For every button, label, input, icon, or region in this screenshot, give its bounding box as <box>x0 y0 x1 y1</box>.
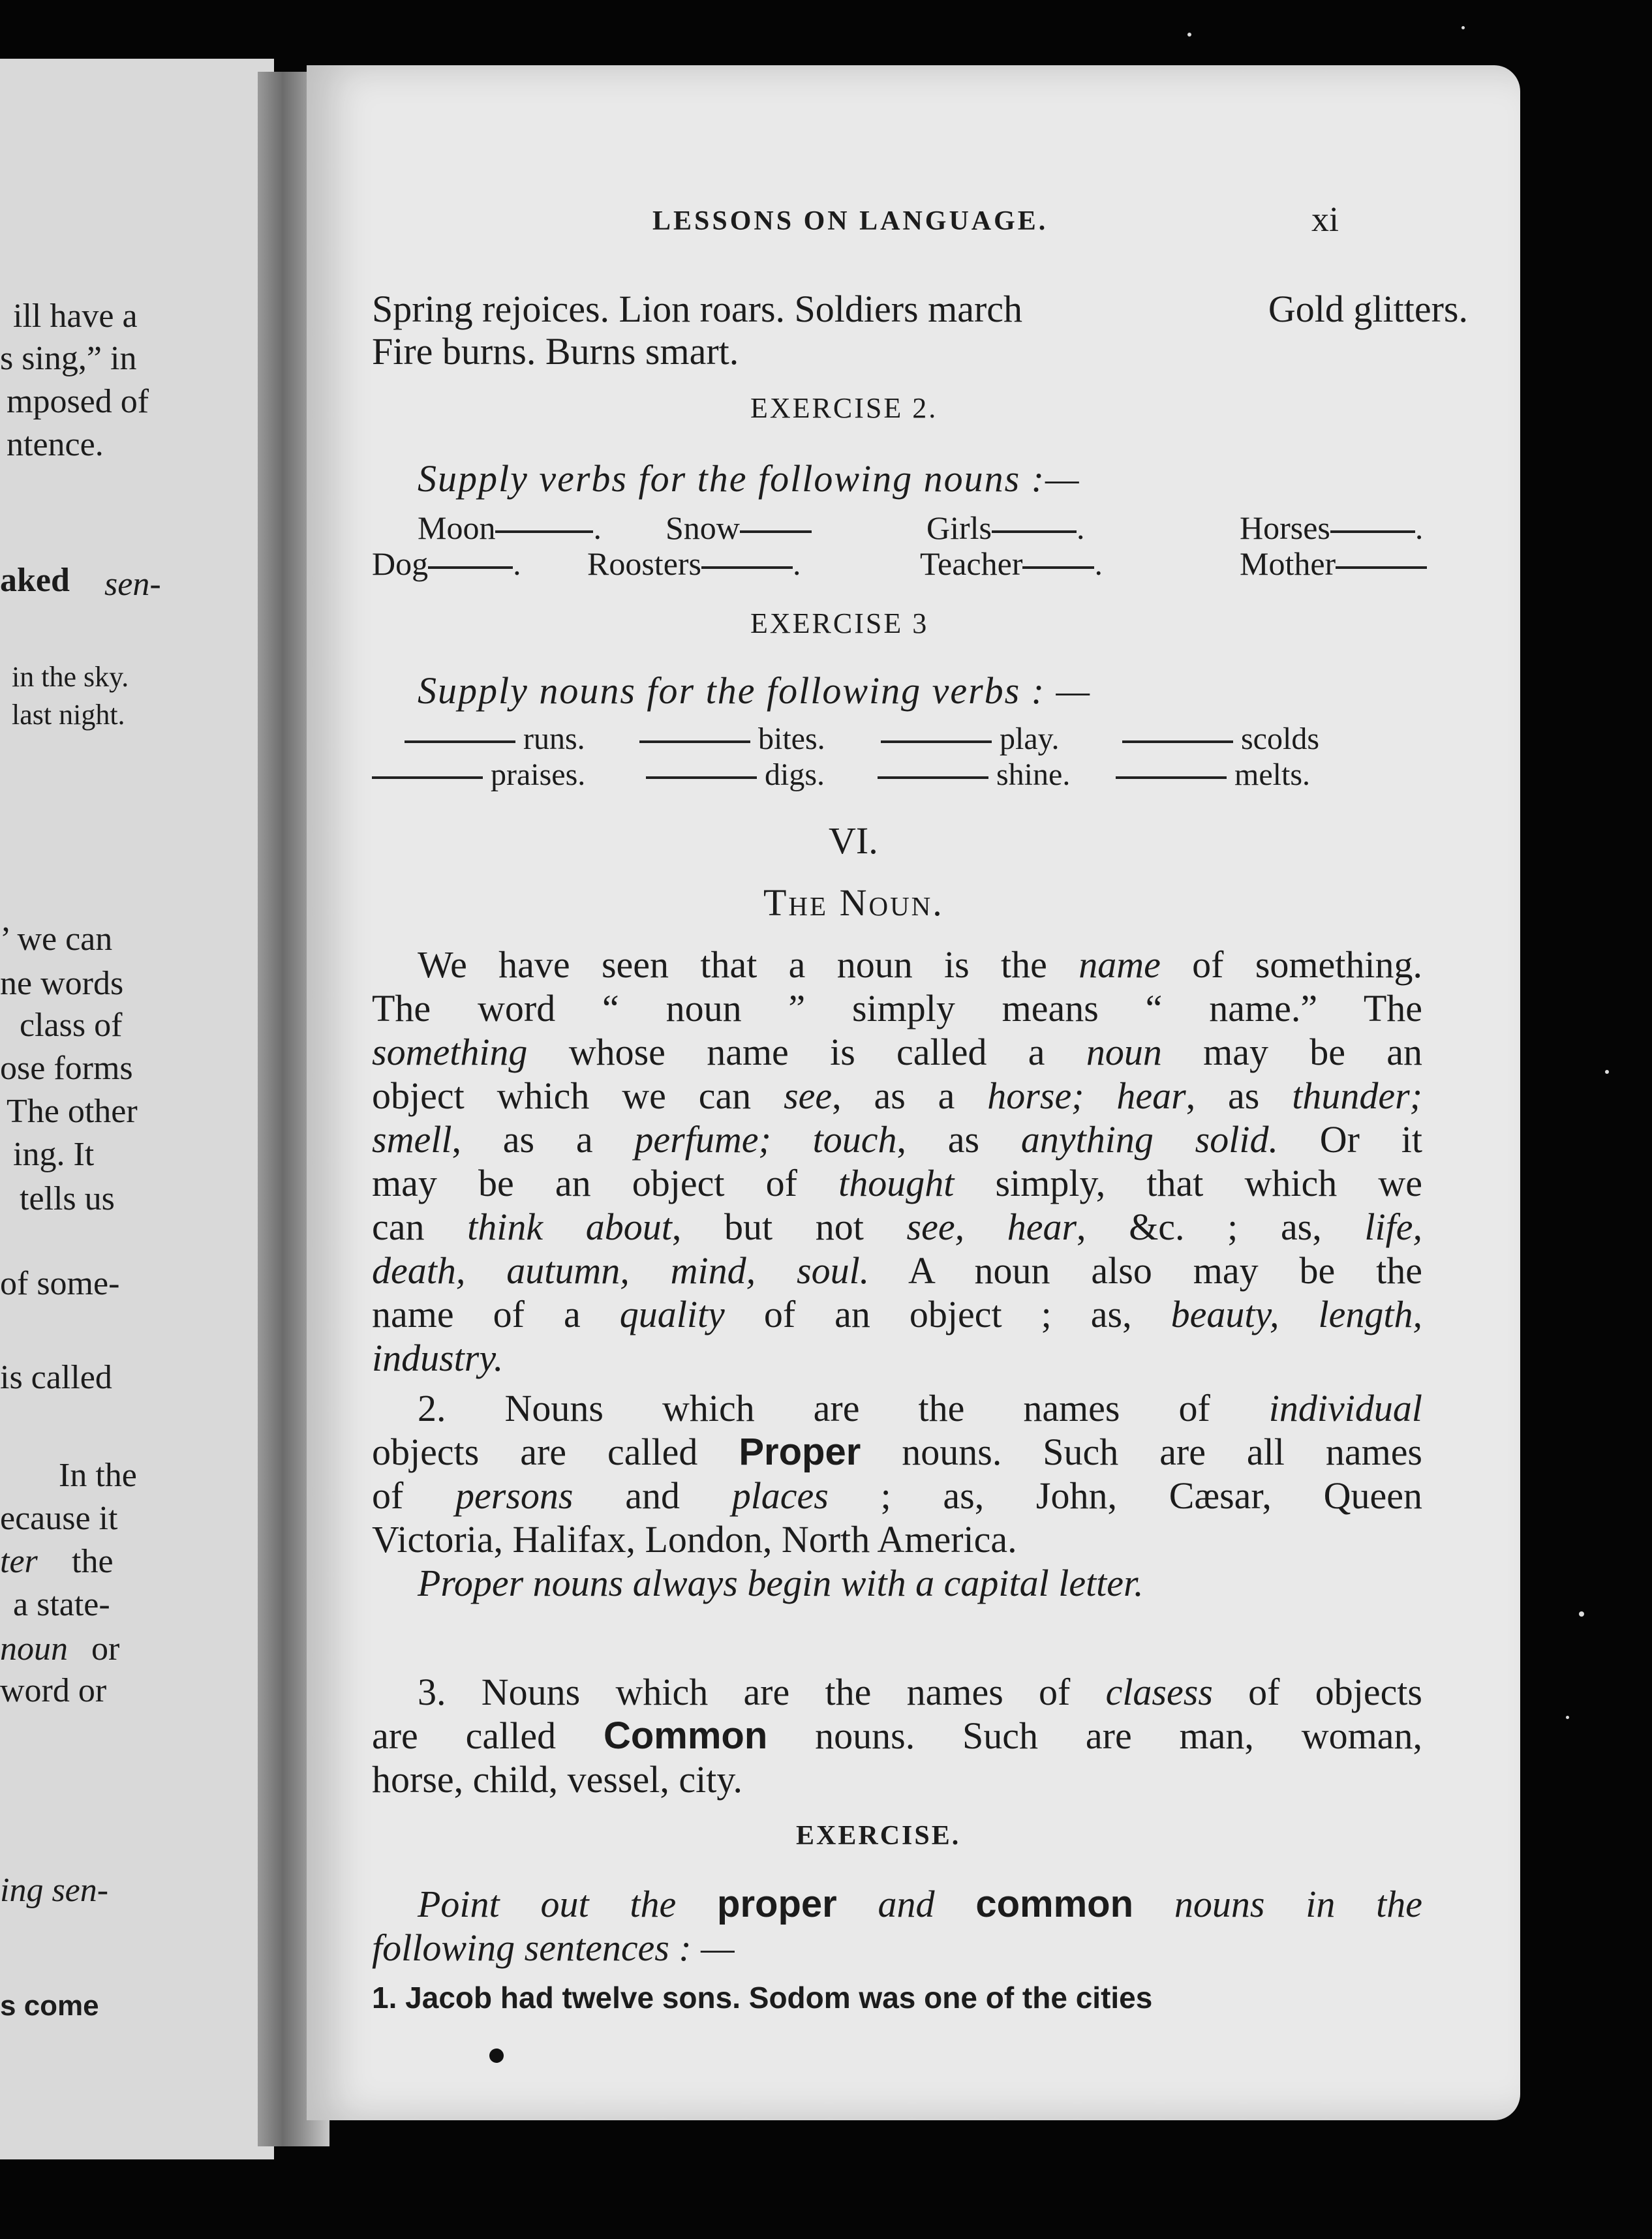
text-line: 2. Nouns which are the names of individual <box>418 1387 1422 1429</box>
period: . <box>1415 510 1424 546</box>
period: . <box>1094 545 1103 582</box>
section-number: VI. <box>829 819 878 862</box>
exercise1-text: Spring rejoices. Lion roars. Soldiers march <box>372 288 1023 330</box>
text-line: may be an object of thought simply, that which we <box>372 1162 1422 1204</box>
text-line: are called Common nouns. Such are man, woman, <box>372 1714 1422 1757</box>
left-line: noun <box>0 1630 68 1668</box>
text-line: smell, as a perfume; touch, as anything solid. Or it <box>372 1118 1422 1161</box>
text-line: industry. <box>372 1337 504 1379</box>
text-line: something whose name is called a noun may be an <box>372 1031 1422 1073</box>
left-line: class of <box>20 1007 123 1044</box>
noun-moon: Moon <box>418 510 496 546</box>
left-line: ntence. <box>7 426 104 463</box>
left-line: ill have a <box>13 297 138 335</box>
left-line: ose forms <box>0 1050 133 1087</box>
text-line: of persons and places ; as, John, Cæsar, Queen <box>372 1474 1422 1517</box>
exercise4-heading: EXERCISE. <box>796 1821 961 1851</box>
exercise3-instruction: Supply nouns for the following verbs : — <box>418 669 1092 712</box>
dust-speck <box>1461 26 1465 29</box>
noun-horses: Horses <box>1240 510 1330 546</box>
left-line: s come <box>0 1990 99 2022</box>
text-line: Proper nouns always begin with a capital letter. <box>418 1562 1144 1604</box>
noun-girls: Girls <box>926 510 992 546</box>
exercise1-line <box>372 287 1468 331</box>
left-line: word or <box>0 1672 107 1709</box>
left-line: mposed of <box>7 383 149 420</box>
text-line: The word “ noun ” simply means “ name.” The <box>372 987 1422 1029</box>
verb-digs: digs. <box>765 757 825 792</box>
text-line: objects are called Proper nouns. Such are all names <box>372 1431 1423 1473</box>
left-line: aked <box>0 562 70 599</box>
exercise4-instruction: Point out the proper and common nouns in the following sentences : — <box>372 1883 1422 1969</box>
text-line: object which we can see, as a horse; hear, as thunder; <box>372 1074 1422 1117</box>
dust-speck <box>1187 33 1191 37</box>
dust-speck <box>1605 1070 1609 1074</box>
verb-runs: runs. <box>523 722 585 756</box>
verb-melts: melts. <box>1234 757 1310 792</box>
left-line: or <box>91 1630 120 1668</box>
period: . <box>593 510 602 546</box>
left-line: In the <box>59 1457 137 1494</box>
verb-praises: praises. <box>491 757 586 792</box>
verb-play: play. <box>1000 722 1060 756</box>
text-line: horse, child, vessel, city. <box>372 1758 743 1801</box>
text-line: following sentences : — <box>372 1927 735 1969</box>
period: . <box>793 545 801 582</box>
text-line: Victoria, Halifax, London, North America. <box>372 1518 1017 1561</box>
running-header: LESSONS ON LANGUAGE. <box>652 206 1048 236</box>
left-line: ne words <box>0 965 124 1002</box>
left-line: ing sen- <box>0 1872 109 1909</box>
left-line: The other <box>7 1093 138 1130</box>
text-line: can think about, but not see, hear, &c. ; as, life, <box>372 1206 1422 1248</box>
left-line: ’ we can <box>0 921 113 958</box>
text-line: We have seen that a noun is the name of something. <box>418 943 1422 986</box>
noun-snow: Snow <box>665 510 740 546</box>
ink-blot <box>489 2049 504 2063</box>
left-line: a state- <box>13 1586 110 1623</box>
sentence-number: 1. <box>372 1981 397 2015</box>
noun-roosters: Roosters <box>587 545 701 582</box>
verb-bites: bites. <box>758 722 825 756</box>
left-line: in the sky. <box>12 661 129 693</box>
page-number: xi <box>1311 200 1339 239</box>
exercise4-sentence-1 <box>372 1980 1152 2015</box>
dust-speck <box>1566 1716 1569 1719</box>
text-line: death, autumn, mind, soul. A noun also may be the <box>372 1249 1423 1292</box>
noun-dog: Dog <box>372 545 429 582</box>
verb-scolds: scolds <box>1241 722 1319 756</box>
right-page <box>307 65 1520 2120</box>
text-line: name of a quality of an object ; as, beauty, length, <box>372 1293 1422 1335</box>
left-line: sen- <box>104 566 161 603</box>
dust-speck <box>1579 1611 1584 1617</box>
period: . <box>513 545 521 582</box>
left-line: ing. It <box>13 1136 95 1173</box>
exercise1-text: Gold glitters. <box>1268 288 1468 330</box>
left-line: is called <box>0 1359 112 1396</box>
left-line: of some- <box>0 1265 120 1302</box>
left-line: ter <box>0 1543 38 1580</box>
paragraph-1 <box>372 943 1422 1380</box>
left-line: s sing,” in <box>0 340 137 377</box>
period: . <box>1077 510 1085 546</box>
left-line: ecause it <box>0 1500 118 1537</box>
verb-shine: shine. <box>996 757 1071 792</box>
sentence-text: Jacob had twelve sons. Sodom was one of the cities <box>405 1981 1153 2015</box>
paragraph-2 <box>372 1386 1422 1605</box>
left-page <box>0 59 274 2159</box>
exercise2-heading: EXERCISE 2. <box>750 392 938 424</box>
text-line: 3. Nouns which are the names of clasess of objects <box>418 1671 1422 1713</box>
section-title: The Noun. <box>763 881 944 924</box>
exercise3-heading: EXERCISE 3 <box>750 607 929 639</box>
exercise1-line: Fire burns. Burns smart. <box>372 330 739 373</box>
left-line: tells us <box>20 1180 115 1217</box>
left-line: last night. <box>12 699 125 731</box>
left-line: the <box>72 1543 114 1580</box>
noun-teacher: Teacher <box>920 545 1023 582</box>
paragraph-3 <box>372 1670 1422 1801</box>
noun-mother: Mother <box>1240 545 1336 582</box>
exercise2-instruction: Supply verbs for the following nouns :— <box>418 457 1080 500</box>
